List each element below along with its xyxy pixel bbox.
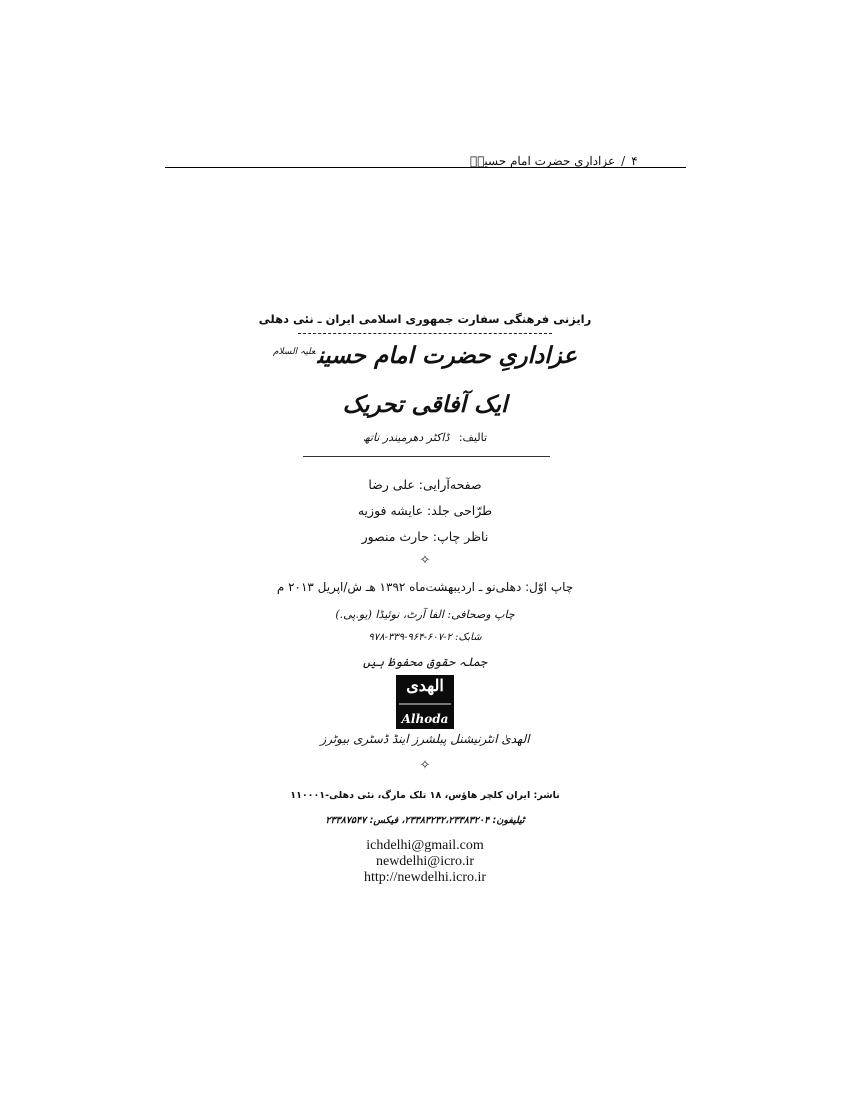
book-subtitle: ایک آفاقی تحریک xyxy=(342,391,508,418)
solid-divider xyxy=(303,456,550,457)
rights-notice: جملہ حقوق محفوظ ہیں xyxy=(363,655,487,669)
distributor-name: الهدیٰ انٹرنیشنل پبلشرز اینڈ ڈسٹری بیوٹرز xyxy=(320,732,530,746)
header-rule xyxy=(165,167,686,168)
author-name: ڈاکٹر دھرمیندر ناتھ xyxy=(362,431,450,444)
book-title-text: عزاداریِ حضرت امام حسین xyxy=(317,342,578,369)
book-title xyxy=(0,342,850,369)
website-link[interactable]: http://newdelhi.icro.ir xyxy=(363,870,487,885)
print-supervisor-credit: ناظر چاپ: حارث منصور xyxy=(361,529,489,544)
ornament-star-icon-2: ✧ xyxy=(419,758,431,773)
edition-info: چاپ اوّل: دهلی‌نو ـ اردیبهشت‌ماه ۱۳۹۲ هـ ش/اپریل ۲۰۱۳ م xyxy=(276,580,574,594)
publisher-logo xyxy=(396,675,454,729)
publisher-name: رایزنی فرهنگی سفارت جمهوری اسلامی ایران ـ نئی دهلی xyxy=(258,312,592,326)
honorific-mark: علیہ السلام xyxy=(272,347,316,358)
ornament-star-icon: ✧ xyxy=(419,553,431,568)
dashed-divider xyxy=(298,333,552,334)
cover-design-credit: طرّاحی جلد: عایشه فوزیه xyxy=(357,503,493,518)
header-separator: / xyxy=(621,154,626,168)
running-header xyxy=(470,146,685,168)
logo-arabic-text: الهدی xyxy=(406,676,444,695)
layout-credit: صفحه‌آرایی: علی رضا xyxy=(368,477,482,492)
email-link-1[interactable]: ichdelhi@gmail.com xyxy=(366,838,484,853)
email-link-2[interactable]: newdelhi@icro.ir xyxy=(375,854,475,869)
publisher-address: ناشر: ایران کلچر هاؤس، ۱۸ تلک مارگ، نئی دهلی-۱۱۰۰۰۱ xyxy=(290,790,560,801)
printer-info: چاپ وصحافی: الفا آرٹ، نوئیڈا (یو.پی.) xyxy=(335,608,515,621)
logo-latin-text: Alhoda xyxy=(401,712,449,726)
page-number: ۴ xyxy=(631,154,638,168)
author-line xyxy=(0,431,850,444)
logo-bar xyxy=(399,703,451,705)
phone-fax: ٹیلیفون: ۲۳۳۸۳۲۳۲،۲۳۳۸۳۲۰۴، فیکس: ۲۳۳۸۷۵۴۷ xyxy=(325,815,525,826)
isbn: شابک: ۲-۶۰۷-۹۶۴-۳۳۹-۹۷۸ xyxy=(368,632,482,643)
running-title: عزاداری حضرت امام حسینؑ xyxy=(470,154,616,168)
author-label: تالیف: xyxy=(458,431,488,444)
